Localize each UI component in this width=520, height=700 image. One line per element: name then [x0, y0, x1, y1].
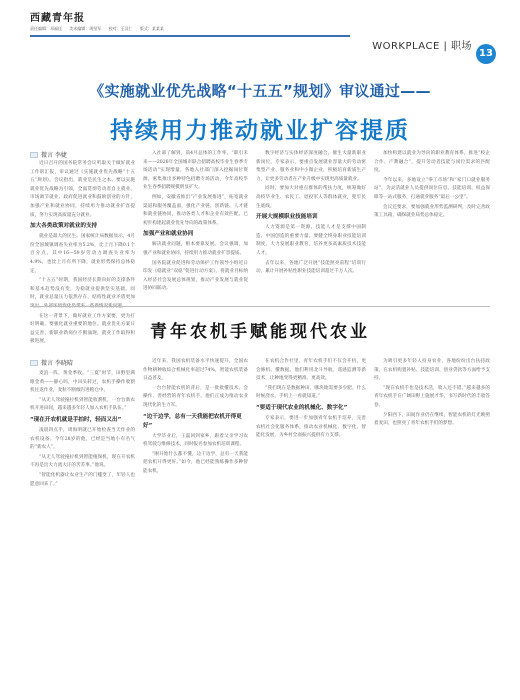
paragraph: 凌晨四点半，周海明就已开始检查当天作业的农机设备。今年28岁的他，已经是当地小有名气的“新农人”。	[30, 427, 135, 451]
article1-headline: 《实施就业优先战略“十五五”规划》审议通过——	[89, 82, 431, 100]
newspaper-name: 西藏青年报	[30, 13, 85, 24]
paragraph: 去年以来，各地广泛开展“技能照亮前程”培训行动，累计开展补贴性职业技能培训超过千万人次。	[256, 260, 366, 275]
paragraph: 国务院就业促进和劳动保护工作领导小组近日印发《稳就业“双稳”促进行动方案》，将就业目标纳入经济社会发展总体规划，推动产业发展与就业促进协同联动。	[143, 260, 248, 292]
paragraph: “从无人驾驶拖拉机到智能收割机，一台台新农机开进田间，越来越多年轻人加入农机手队伍。”	[30, 397, 135, 412]
subheading: 开展大规模职业技能培训	[256, 214, 318, 221]
masthead-rule	[30, 35, 350, 37]
paragraph: “十五五”时期，我国经济长期向好的支撑条件和基本趋势没有变，为稳就业提供坚实基础。同时，就业总量压力依然存在，结构性就业矛盾更加	[30, 278, 135, 301]
paragraph: 数字经济与实体经济深度融合，催生大量新职业新岗位。专家表示，要重点发展就业容量大的劳动密集型产业、服务业和中小微企业，积极培育新质生产力，让更多劳动者在产业升级中实现更高质量就业。	[256, 151, 366, 182]
paragraph: 就业是最大的民生。国家统计局数据显示，4月份全国城镇调查失业率为5.2%，比上月下降0.1个百分点。其中16—59岁劳动力调查失业率为4.9%，也比上月有所下降，就业形势保持总体稳定。	[30, 234, 135, 274]
paragraph: 入社部了解到，前4月总体的工作率，“职引未来——2026年全国城市联合招聘高校毕业生春季专场活动”实现增量，各地入社部门深入挖掘岗位资源，密集推出多种特色招聘专场活动，今年高校毕业生春季招聘规模明显扩大。	[143, 151, 248, 191]
page-number-badge: 13	[476, 44, 496, 64]
paragraph: 专家表示，要进一步加强青年农机手培养，完善农机社会化服务体系，推动农业机械化、数字化、智能化发展，为乡村全面振兴提供有力支撑。	[256, 415, 366, 439]
subheading: “边干边学，总有一天我能把农机开得更好”	[143, 413, 242, 429]
byline-icon	[30, 152, 38, 158]
masthead	[0, 0, 520, 58]
subheading: “要适于现代农业的机械化、数字化”	[256, 404, 348, 411]
article-divider	[30, 306, 490, 307]
paragraph: 夕阳西下，田间作业仍在继续，智能农机的灯光映照着麦田，也照亮了青年农机手们的梦想。	[374, 412, 490, 427]
paragraph: 大学毕业后，王磊回到家乡，跟着父亲学习农机驾驶与维修技术，同时报名参加农机培训课程。	[143, 433, 248, 448]
article1-byline	[30, 150, 67, 159]
paragraph: 加快构建以就业为导向的职业教育体系，推进“校企合作、产教融合”，提升劳动者技能与岗位需求的匹配度。	[374, 151, 490, 174]
article2-column-4	[374, 358, 490, 690]
article2-column-2	[143, 358, 248, 690]
editor-credit: 责任编辑：邓福佳	[30, 26, 62, 31]
article1-column-1	[30, 160, 135, 345]
article1-column-4	[374, 150, 490, 300]
paragraph: 为吸引更多年轻人投身农业，各地纷纷出台扶持政策，在农机购置补贴、技能培训、创业贷款等方面给予支持。	[374, 359, 490, 382]
paragraph: 近年来，我国农机装备水平快速提升，全国农作物耕种收综合机械化率超过74%，智能农机装备日益普及。	[143, 359, 248, 382]
paragraph: 在农机合作社里，青年农机手们不仅会开机，更会修机、懂数据。他们利用北斗导航、遥感监测等新技术，让种地变得更精准、更高效。	[256, 359, 366, 382]
editor-credit: 美术编辑：周坚军	[69, 26, 102, 31]
subheading: 加强产业和就业协同	[143, 231, 194, 238]
paragraph: 同时，要加大对重点群体的帮扶力度，统筹做好高校毕业生、农民工、退役军人等群体就业，兜牢民生底线。	[256, 186, 366, 209]
article2-column-3	[256, 358, 366, 690]
paragraph: 今年以来，多地设立“零工市场”和“家门口就业服务站”，为灵活就业人员提供岗位信息、技能培训、权益保障等一站式服务，打通就业服务“最后一公里”。	[374, 177, 490, 200]
paragraph: “现在农机手也是技术活，收入还不错。”越来越多的青年农机手在广阔田野上施展才华，书写新时代的丰收答卷。	[374, 385, 490, 408]
article2-headline: 青年农机手赋能现代农业	[150, 322, 370, 342]
paragraph: “我们现在是数据种田，哪块地需要多少肥、什么时候浇水，手机上一看就知道。”	[256, 385, 366, 400]
article1-author: 微言 李婕	[41, 152, 67, 159]
paragraph: 例如，安徽省推出“产业发展推进”，拓宽就业渠道和服务覆盖面，强化产业链、创新链、人才链和就业链协同，推动各类人才和企业有效匹配，已初步构建起就业优先导向的政策体系。	[143, 194, 248, 226]
paragraph: 会议还要求，要加强就业形势监测研判，及时完善政策工具箱，确保就业局势总体稳定。	[374, 204, 490, 219]
article1-column-3	[256, 150, 366, 300]
article2-byline	[30, 358, 73, 367]
paragraph: 在这一背景下，做好就业工作方案要，更为打好明确、要强化就业重要的地位。就业优先方案日益完善，新职业新岗位不断涌现，就业工作取得积极进展。	[30, 313, 135, 345]
article1-subheadline: 持续用力推动就业扩容提质	[110, 118, 410, 144]
paragraph: 一台台智能农机的背后，是一批批懂技术、会操作、善经营的青年农机手。他们正成为推动农业现代化的生力军。	[143, 385, 248, 408]
article1-column-2	[143, 150, 248, 300]
paragraph: 近日召开的国务院常务会议听取关于做好就业工作的汇报，审议通过《实施就业优先战略“十五五”规划》。会议指出，就业是民生之本。要以实施就业优先战略为引领，全面贯彻劳动者自主就业、市场调节就业、政府促进就业和鼓励创业的方针，加强产业和就业协同，持续用力推动就业扩容提质，努力实现高质量充分就业。	[30, 161, 135, 218]
byline-icon	[30, 360, 38, 366]
subheading: 加大各类政策对就业的支持	[30, 223, 98, 230]
editor-credit: 校对：王汉仁	[108, 26, 133, 31]
article2-author: 微言 李晓晴	[41, 360, 73, 367]
article2-column-1	[30, 370, 135, 690]
paragraph: 解决就业问题，根本要靠发展。会议强调，加强产业和就业协同，持续用力推动就业扩容提质。	[143, 242, 248, 256]
paragraph: “从无人驾驶拖拉机到智能植保机，现在开农机不再是出大力流大汗的苦差事。”他说。	[30, 454, 135, 469]
paragraph: “智能化机器让农业生产的门槛变了，年轻人也愿意回来了。”	[30, 472, 135, 487]
section-label: WORKPLACE | 职场	[372, 41, 472, 52]
paragraph: 麦浪一阵，黄金季收。“三夏”时节，田野里满眼金黄——静心吗，中田头转过，农机手操作收割机往返作业，麦粒不断倾泻进粮仓中。	[30, 371, 135, 394]
subheading: “现在开农机就是手拍时，轻而又出”	[30, 416, 122, 423]
paragraph: “刚开始什么都不懂，边干边学，总有一天我能把农机开得更好。”如今，他已经能熟练操作多种智能农机。	[143, 451, 248, 474]
paragraph: 人力资源是第一资源。技能人才是支撑中国制造、中国创造的重要力量。要健全终身职业技能培训制度，大力发展职业教育，培养更多高素质技术技能人才。	[256, 225, 366, 256]
editor-credit: 版式：某某某	[139, 26, 164, 31]
editor-credits	[30, 26, 170, 32]
